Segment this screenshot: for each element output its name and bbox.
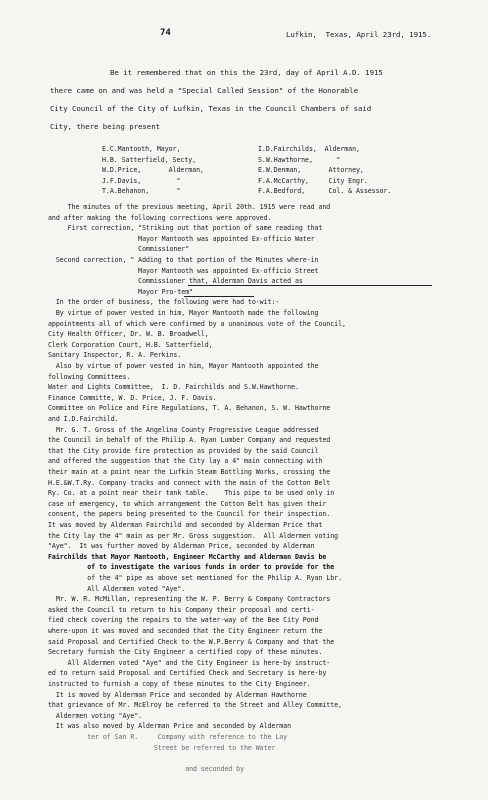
minutes-line: Second correction, " Adding to that portion of the Minutes where-in [48,256,319,264]
minutes-line: It is moved by Alderman Price and seconded by Alderman Hawthorne [48,690,307,699]
minutes-line: Finance Committe, W. D. Price, J. F. Davis. [48,393,217,402]
minutes-line: Committee on Police and Fire Regulations, T. A. Behanon, S. W. Hawthorne [48,404,331,413]
minutes-line: following Committees. [48,372,131,381]
minutes-line: Sanitary Inspector, R. A. Perkins. [48,351,182,360]
minutes-line: the Council in behalf of the Philip A. Ryan Lumber Company and requested [48,436,331,445]
minutes-line: and after making the following corrections were approved. [48,213,272,222]
minutes-line: fied check covering the repairs to the water-way of the Bee City Pond [48,616,319,625]
minutes-line: appointments all of which were confirmed by a unanimous vote of the Council, [48,319,346,328]
minutes-line: The minutes of the previous meeting, April 20th. 1915 were read and [48,203,331,211]
minutes-line: and offered the suggestion that the City lay a 4" main connecting with [48,457,323,466]
minutes-line: All Aldermen voted "Aye". [48,584,186,593]
minutes-line: Mayor Mantooth was appointed Ex-officio Street [48,266,319,275]
minutes-line: Clerk Corporation Court, H.B. Satterfield, [48,340,213,349]
minutes-line: the City lay the 4" main as per Mr. Gross suggestion. All Aldermen voting [48,531,339,540]
minutes-line: of the 4" pipe as above set mentioned for the Philip A. Ryan Lbr. [48,574,342,582]
minutes-line: Mayor Pro-tem" [48,287,194,296]
minutes-line: Water and Lights Committee, I. D. Fairchilds and S.W.Hawthorne. [48,383,299,392]
minutes-line: their main at a point near the Lufkin Steam Bottling Works, crossing the [48,468,331,476]
underline-mark [188,285,432,286]
minutes-line: First correction, "Striking out that portion of same reading that [48,224,323,233]
attendee-left: T.A.Behanon, " [102,187,181,195]
attendee-left: J.F.Davis, " [102,176,181,185]
minutes-line: City Health Officer, Dr. W. B. Broadwell, [48,330,209,339]
minutes-line: that the City provide fire protection as provided by the said Council [48,446,319,455]
attendee-left: H.B. Satterfield, Secty, [102,155,197,164]
intro-line: Be it remembered that on this the 23rd, day of April A.D. 1915 [110,68,383,77]
minutes-line: By virtue of power vested in him, Mayor Mantooth made the following [48,309,319,317]
minutes-line: It was also moved by Alderman Price and seconded by Alderman [48,722,292,731]
minutes-line: "Aye". It was further moved by Alderman Price, seconded by Alderman [48,542,315,551]
intro-line: there came on and was held a "Special Called Session" of the Honorable [50,86,358,95]
minutes-line: consent, the papers being presented to the Council for their inspection. [48,510,331,519]
underline-mark [184,296,254,297]
intro-line: City Council of the City of Lufkin, Texas in the Council Chambers of said [50,104,372,113]
minutes-line: In the order of business, the following were had to-wit:- [48,298,280,307]
page-number: 74 [160,28,171,38]
minutes-line: Aldermen voting "Aye". [48,711,143,720]
attendee-right: I.D.Fairchilds, Alderman, [258,145,360,153]
minutes-line: Commissioner that, Alderman Davis acted as [48,277,303,286]
minutes-line: instructed to furnish a copy of these minutes to the City Engineer. [48,680,311,688]
minutes-line: Commissioner" [48,245,190,254]
minutes-line: and I.D.Fairchild. [48,415,119,423]
minutes-line: Secretary furnish the City Engineer a certified copy of these minutes. [48,648,323,657]
document-header-date: Lufkin, Texas, April 23rd, 1915. [286,30,432,39]
attendee-right: S.W.Hawthorne, " [258,155,341,164]
minutes-line: asked the Council to return to his Company their proposal and certi- [48,605,315,614]
minutes-line: Mr. G. T. Gross of the Angelina County Progressive League addressed [48,425,319,434]
minutes-line: and seconded by [48,764,244,773]
minutes-line: Mr. W. R. McMillan, representing the W. P. Berry & Company Contractors [48,595,331,604]
minutes-line: case of emergency, to which arrangement the Cotton Belt has given their [48,499,327,508]
minutes-line: Street be referred to the Water [48,743,276,752]
minutes-line: It was moved by Alderman Fairchild and seconded by Alderman Price that [48,521,323,529]
minutes-line: ter of San R. Company with reference to the Lay [48,733,288,741]
attendee-left: E.C.Mantooth, Mayor, [102,145,181,153]
attendee-right: E.W.Denman, Attorney, [258,166,364,174]
intro-line: City, there being present [50,122,160,131]
minutes-line: Ry. Co. at a point near their tank table. This pipe to be used only in [48,489,335,498]
minutes-line: of to investigate the various funds in order to provide for the [48,563,335,572]
attendee-right: F.A.Bedford, Col. & Assessor. [258,187,392,195]
attendee-left: W.D.Price, Alderman, [102,166,204,174]
minutes-line: H.E.&W.T.Ry. Company tracks and connect with the main of the Cotton Belt [48,478,331,487]
minutes-line: ed to return said Proposal and Certified Check and Secretary is here-by [48,669,327,678]
minutes-line: where-upon it was moved and seconded that the City Engineer return the [48,627,323,635]
attendee-right: F.A.McCarthy, City Engr. [258,176,368,185]
minutes-line: that grievance of Mr. McElroy be referred to the Street and Alley Committe, [48,701,342,710]
minutes-line: Also by virtue of power vested in him, Mayor Mantooth appointed the [48,362,319,370]
minutes-line: All Aldermen voted "Aye" and the City Engineer is here-by instruct- [48,658,331,667]
minutes-line: Fairchilds that Mayor Mantooth, Engineer McCarthy and Alderman Davis be [48,552,327,561]
minutes-line: said Proposal and Certified Check to the W.P.Berry & Company and that the [48,637,335,646]
minutes-line: Mayor Mantooth was appointed Ex-officio Water [48,234,315,243]
